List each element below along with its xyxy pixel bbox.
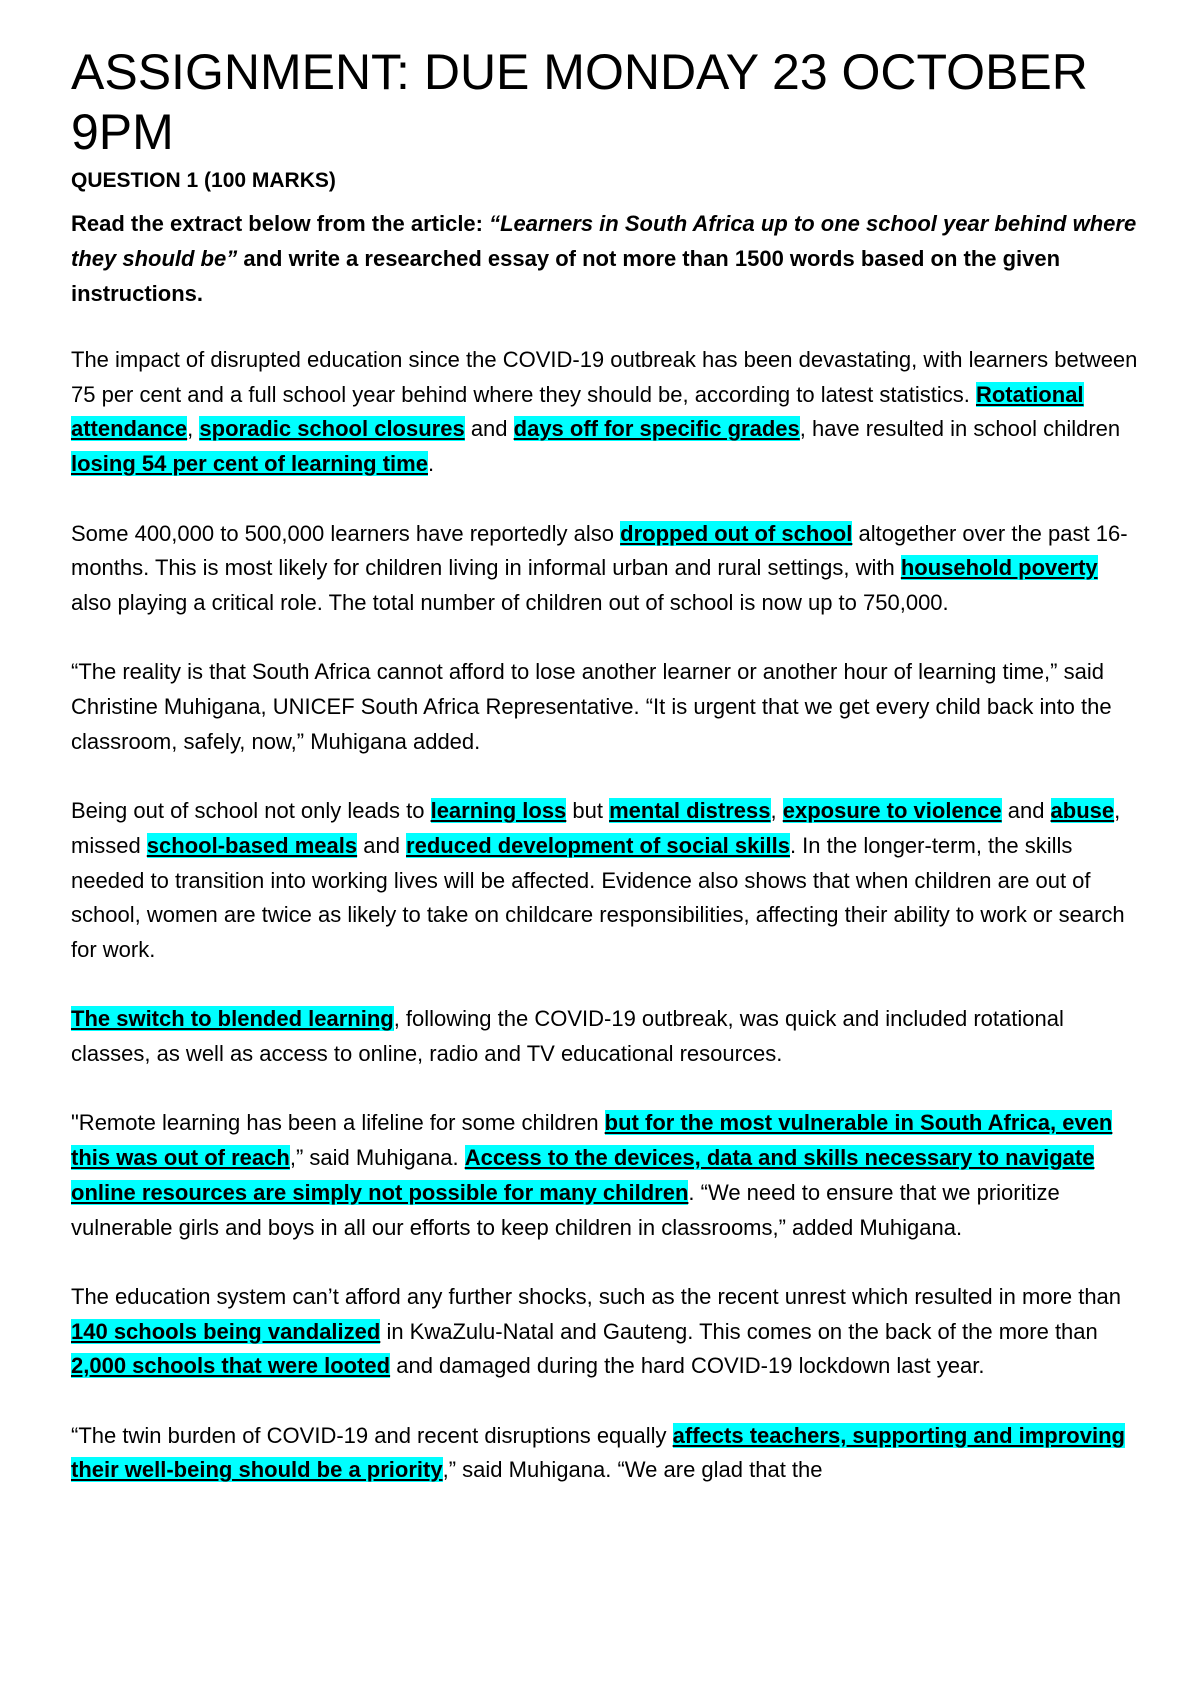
highlighted-phrase: household poverty	[900, 555, 1098, 581]
text-run: Some 400,000 to 500,000 learners have reportedly also	[71, 520, 621, 546]
highlighted-phrase: abuse	[1050, 798, 1115, 824]
highlighted-phrase: 140 schools being vandalized	[71, 1318, 381, 1344]
instruction-suffix: and write a researched essay of not more than 1500 words based on the given instructions.	[71, 246, 1061, 306]
text-run: and	[1001, 798, 1051, 824]
highlighted-phrase: affects teachers, supporting and improving their well-being should be a priority	[71, 1422, 1125, 1483]
paragraph-8	[71, 1419, 1140, 1488]
paragraph-5	[71, 1002, 1140, 1071]
highlighted-phrase: Rotational attendance	[71, 381, 1084, 442]
text-run: "Remote learning has been a lifeline for some children	[71, 1110, 605, 1136]
text-run: and damaged during the hard COVID-19 lockdown last year.	[390, 1353, 985, 1379]
instruction-prefix: Read the extract below from the article:	[71, 211, 490, 236]
highlighted-phrase: sporadic school closures	[199, 416, 465, 442]
highlighted-phrase: mental distress	[609, 798, 771, 824]
text-run: in KwaZulu-Natal and Gauteng. This comes on the back of the more than	[380, 1318, 1098, 1344]
text-run: The education system can’t afford any further shocks, such as the recent unrest which resulted in more than	[71, 1283, 1122, 1309]
text-run: . “We need to ensure that we prioritize vulnerable girls and boys in all our efforts to keep children in classrooms,” added Muhigana.	[71, 1179, 1060, 1240]
text-run: , missed	[71, 798, 1121, 858]
highlighted-phrase: 2,000 schools that were looted	[71, 1353, 391, 1379]
highlighted-phrase: Access to the devices, data and skills necessary to navigate online resources are simply not possible for many children	[71, 1145, 1095, 1205]
highlighted-phrase: exposure to violence	[782, 798, 1002, 824]
text-run: ,	[187, 416, 200, 442]
text-run: , have resulted in school children	[799, 416, 1121, 442]
article-title: “Learners in South Africa up to one school year behind where they should be”	[71, 211, 1137, 271]
text-run: Being out of school not only leads to	[71, 798, 431, 824]
text-run: The impact of disrupted education since the COVID-19 outbreak has been devastating, with learners between 75 per cent and a full school year behind where they should be, according to latest statistics.	[71, 347, 1138, 407]
paragraph-4	[71, 794, 1140, 968]
paragraph-7	[71, 1280, 1140, 1384]
text-run: and	[464, 416, 514, 442]
text-run: “The reality is that South Africa cannot afford to lose another learner or another hour of learning time,” said Christine Muhigana, UNICEF South Africa Representative. “It is urgent that we get every child back into the classroom, safely, now,” Muhigana added.	[71, 659, 1112, 754]
text-run: , following the COVID-19 outbreak, was quick and included rotational classes, as well as access to online, radio and TV educational resources.	[71, 1006, 1064, 1066]
text-run: .	[427, 451, 435, 477]
text-run: but	[566, 798, 610, 824]
paragraph-2	[71, 517, 1140, 621]
highlighted-phrase: but for the most vulnerable in South Africa, even this was out of reach	[71, 1110, 1113, 1171]
text-run: and	[357, 832, 407, 858]
highlighted-phrase: school-based meals	[146, 832, 358, 858]
text-run: . In the longer-term, the skills needed to transition into working lives will be affected. Evidence also shows that when children are out of school, women are twice as likely to take on childcare responsibilities, affecting their ability to work or search for work.	[71, 832, 1125, 962]
paragraph-3	[71, 655, 1140, 759]
text-run: ,” said Muhigana.	[289, 1145, 465, 1171]
text-run: “The twin burden of COVID-19 and recent disruptions equally	[71, 1422, 673, 1448]
assignment-title: ASSIGNMENT: DUE MONDAY 23 OCTOBER 9PM	[71, 44, 1088, 160]
highlighted-phrase: The switch to blended learning	[71, 1006, 394, 1032]
highlighted-phrase: days off for specific grades	[513, 416, 800, 442]
instruction-paragraph	[71, 206, 1140, 311]
highlighted-phrase: dropped out of school	[620, 520, 853, 546]
paragraph-6	[71, 1106, 1140, 1245]
highlighted-phrase: reduced development of social skills	[406, 832, 790, 858]
text-run: also playing a critical role. The total number of children out of school is now up to 750,000.	[71, 589, 949, 615]
text-run: ,	[770, 798, 783, 824]
highlighted-phrase: losing 54 per cent of learning time	[71, 451, 428, 477]
text-run: altogether over the past 16-months. This is most likely for children living in informal urban and rural settings, with	[71, 520, 1128, 581]
question-heading: QUESTION 1 (100 MARKS)	[71, 169, 336, 192]
highlighted-phrase: learning loss	[430, 798, 567, 824]
paragraph-1	[71, 343, 1140, 482]
text-run: ,” said Muhigana. “We are glad that the	[442, 1457, 823, 1483]
